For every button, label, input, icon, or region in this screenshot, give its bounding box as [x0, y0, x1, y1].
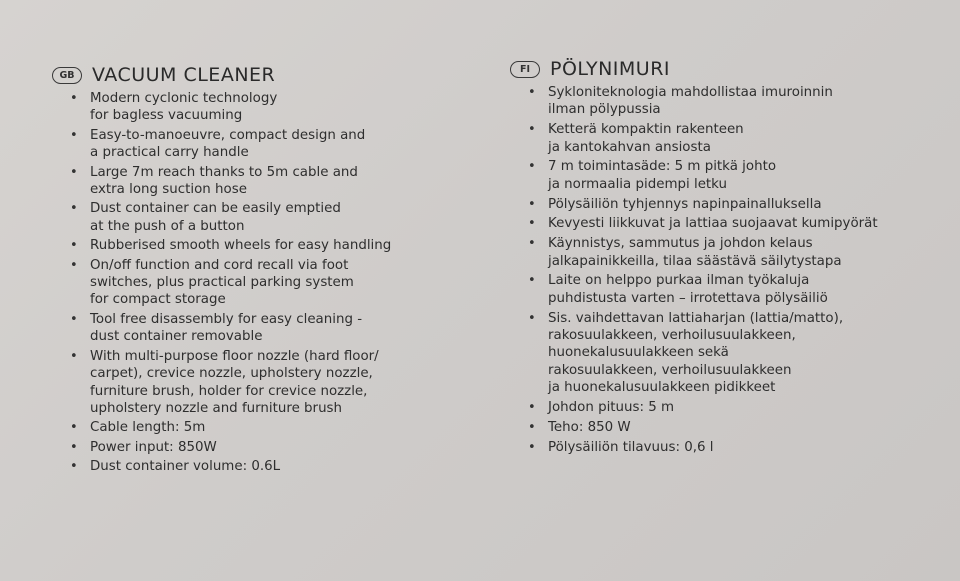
feature-text-line: carpet), crevice nozzle, upholstery nozzle,: [90, 366, 373, 382]
feature-list-item: [90, 439, 472, 456]
feature-text-line: • Pölysäiliön tyhjennys napinpainalluksella: [548, 196, 822, 212]
feature-text-line: • Ketterä kompaktin rakenteen: [548, 122, 744, 138]
feature-text-line: • Easy-to-manoeuvre, compact design and: [90, 127, 366, 143]
feature-text-line: • Dust container volume: 0.6L: [90, 459, 281, 475]
feature-text-line: • Modern cyclonic technology: [90, 91, 278, 106]
english-title: VACUUM CLEANER: [92, 64, 276, 86]
feature-list-item: [548, 399, 940, 416]
feature-text-line: • Cable length: 5m: [90, 420, 206, 436]
feature-text-line: • Power input: 850W: [90, 439, 217, 455]
feature-text-line: • On/off function and cord recall via foot: [90, 257, 349, 273]
english-heading: [52, 64, 472, 86]
feature-text-line: • 7 m toimintasäde: 5 m pitkä johto: [548, 159, 777, 175]
feature-text-line: rakosuulakkeen, verhoilusuulakkeen,: [548, 328, 796, 344]
feature-text-line: • Käynnistys, sammutus ja johdon kelaus: [548, 236, 813, 252]
feature-list-item: [548, 215, 940, 232]
finnish-heading: [510, 58, 940, 80]
feature-list-item: [90, 237, 472, 254]
feature-list-item: [90, 164, 472, 199]
feature-text-line: ja normaalia pidempi letku: [548, 176, 728, 192]
feature-text-line: a practical carry handle: [90, 145, 249, 161]
feature-list-item: [548, 84, 940, 119]
feature-text-line: • Tool free disassembly for easy cleaning -: [90, 311, 363, 327]
feature-text-line: for bagless vacuuming: [90, 108, 243, 124]
feature-text-line: furniture brush, holder for crevice nozzle,: [90, 383, 368, 399]
feature-list-item: [90, 200, 472, 235]
feature-list-item: [548, 158, 940, 193]
feature-text-line: upholstery nozzle and furniture brush: [90, 400, 343, 416]
finnish-section: [510, 58, 940, 581]
feature-text-line: switches, plus practical parking system: [90, 275, 354, 291]
feature-text-line: dust container removable: [90, 329, 263, 345]
feature-text-line: for compact storage: [90, 292, 226, 308]
feature-text-line: • Kevyesti liikkuvat ja lattiaa suojaavat kumipyörät: [548, 216, 878, 232]
feature-text-line: ja huonekalusuulakkeen pidikkeet: [548, 380, 776, 396]
feature-list-item: [548, 272, 940, 307]
feature-text-line: puhdistusta varten – irrotettava pölysäiliö: [548, 290, 828, 306]
feature-text-line: at the push of a button: [90, 218, 245, 234]
finnish-feature-list: [510, 84, 940, 456]
feature-list-item: [90, 348, 472, 418]
feature-list-item: [90, 419, 472, 436]
feature-list-item: [90, 127, 472, 162]
feature-text-line: • Laite on helppo purkaa ilman työkaluja: [548, 273, 810, 289]
feature-list-item: [90, 257, 472, 309]
feature-text-line: • Pölysäiliön tilavuus: 0,6 l: [548, 439, 714, 455]
feature-list-item: [548, 196, 940, 213]
feature-list-item: [548, 439, 940, 456]
feature-text-line: • Johdon pituus: 5 m: [548, 400, 675, 416]
feature-list-item: [90, 90, 472, 125]
language-badge-fi: FI: [510, 61, 540, 78]
feature-text-line: ja kantokahvan ansiosta: [548, 139, 711, 155]
feature-text-line: • Sis. vaihdettavan lattiaharjan (lattia/matto),: [548, 310, 844, 326]
feature-text-line: • Teho: 850 W: [548, 419, 631, 435]
feature-text-line: • Rubberised smooth wheels for easy handling: [90, 238, 392, 254]
english-feature-list: [52, 90, 472, 476]
feature-text-line: rakosuulakkeen, verhoilusuulakkeen: [548, 362, 792, 378]
feature-list-item: [90, 458, 472, 475]
feature-list-item: [548, 121, 940, 156]
feature-text-line: huonekalusuulakkeen sekä: [548, 345, 729, 361]
feature-list-item: [548, 235, 940, 270]
feature-text-line: jalkapainikkeilla, tilaa säästävä säilytystapa: [548, 253, 842, 269]
language-badge-gb: GB: [52, 67, 82, 84]
feature-text-line: • Dust container can be easily emptied: [90, 201, 341, 217]
feature-text-line: extra long suction hose: [90, 182, 247, 198]
finnish-title: PÖLYNIMURI: [550, 58, 671, 80]
feature-list-item: [548, 310, 940, 397]
feature-text-line: • With multi-purpose floor nozzle (hard floor/: [90, 348, 379, 364]
feature-list-item: [90, 311, 472, 346]
feature-list-item: [548, 419, 940, 436]
feature-text-line: • Large 7m reach thanks to 5m cable and: [90, 164, 358, 180]
feature-text-line: • Sykloniteknologia mahdollistaa imuroinnin: [548, 85, 833, 100]
feature-text-line: ilman pölypussia: [548, 102, 661, 118]
english-section: [52, 64, 472, 581]
